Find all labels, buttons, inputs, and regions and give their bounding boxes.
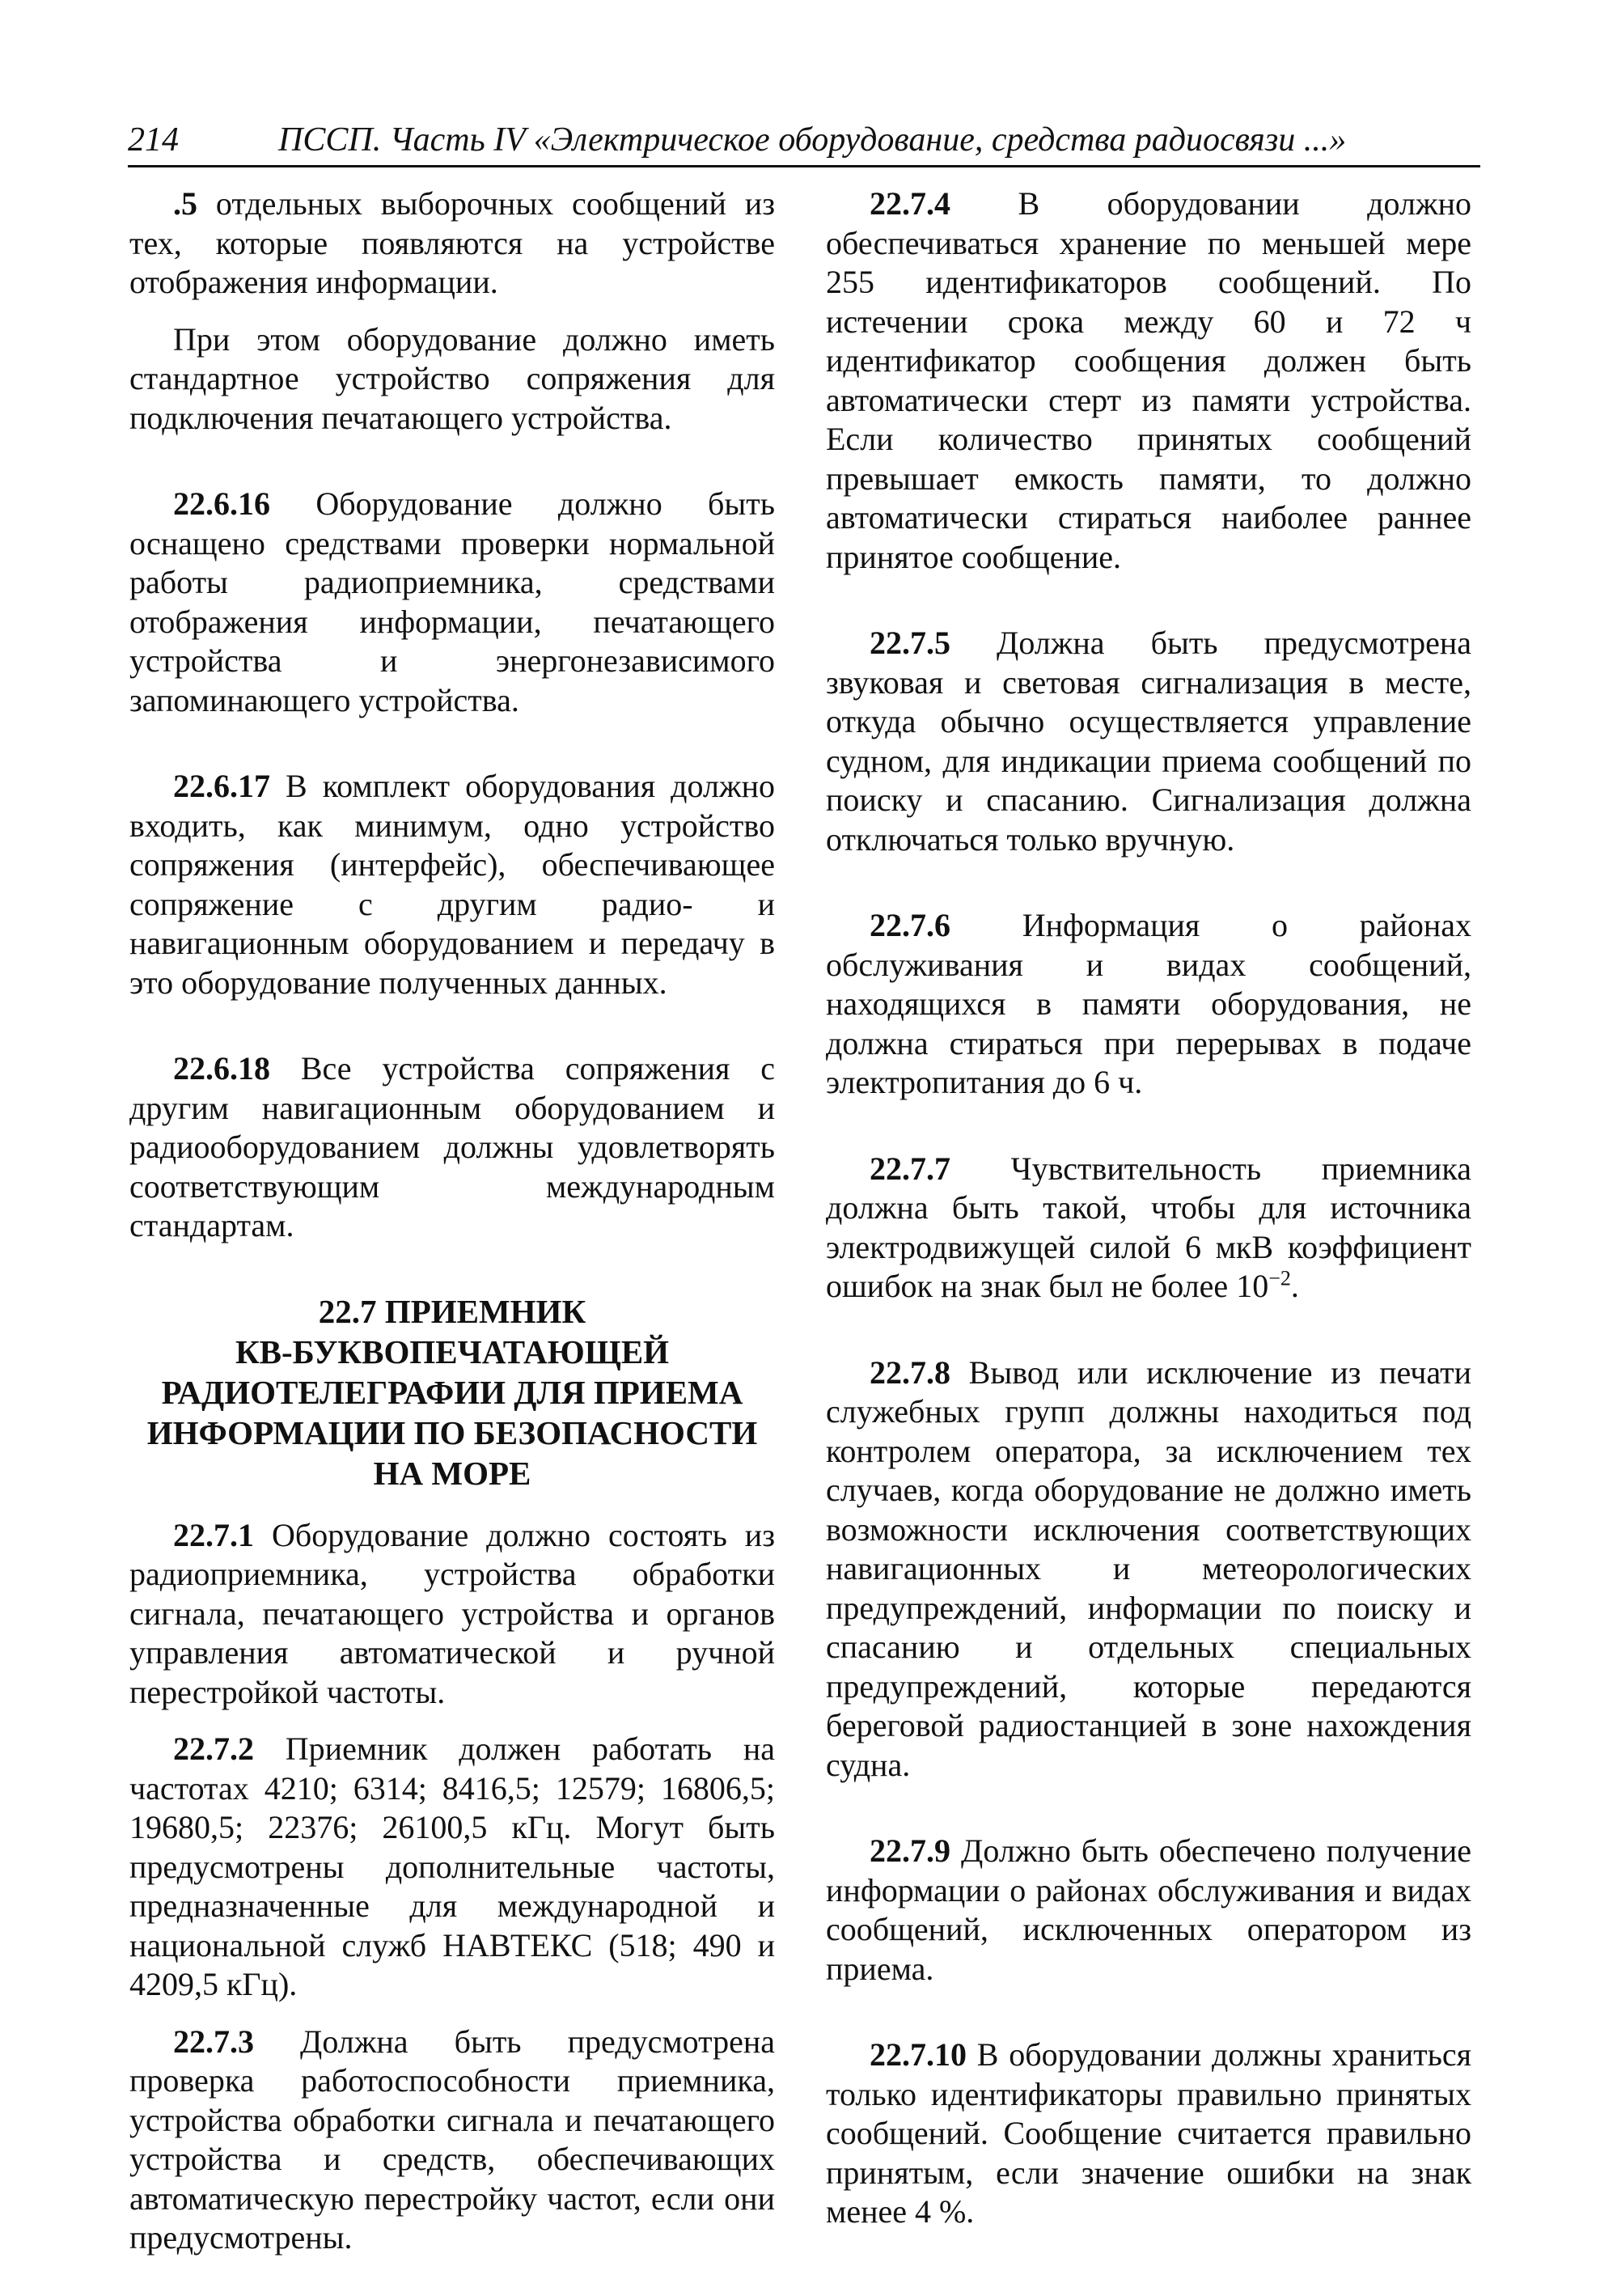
clause-text: Все устройства сопряжения с другим навигационным оборудованием и радиооборудованием должны удовлетворять соответствующим международным стандартам. — [129, 1050, 775, 1243]
clause-22-6-16 — [129, 485, 775, 720]
section-heading-line: 22.7 ПРИЕМНИК — [318, 1292, 586, 1330]
clause-number: 22.6.18 — [173, 1050, 270, 1087]
page-number: 214 — [128, 121, 179, 159]
clause-22-7-8 — [826, 1353, 1471, 1786]
item-5 — [129, 184, 775, 303]
clause-text: Приемник должен работать на частотах 4210; 6314; 8416,5; 12579; 16806,5; 19680,5; 22376; 26100,5 кГц. Могут быть предусмотрены дополнительные частоты, предназначенные для международной и национальной служб НАВТЕКС (518; 490 и 4209,5 кГц). — [129, 1730, 775, 2002]
clause-22-7-2 — [129, 1730, 775, 2005]
clause-number: 22.7.3 — [173, 2023, 254, 2060]
clause-text: Чувствительность приемника должна быть такой, чтобы для источника электродвижущей силой 6 мкВ коэффициент ошибок на знак был не более 10 — [826, 1150, 1471, 1304]
section-heading-22-7 — [129, 1291, 775, 1493]
clause-number: .5 — [173, 185, 197, 222]
clause-text: В оборудовании должно обеспечиваться хранение по меньшей мере 255 идентификаторов сообщений. По истечении срока между 60 и 72 ч идентификатор сообщения должен быть автоматически стерт из памяти устройства. Если количество принятых сообщений превышает емкость памяти, то должно автоматически стираться наиболее раннее принятое сообщение. — [826, 185, 1471, 575]
clause-22-6-17 — [129, 767, 775, 1002]
section-heading-line: НА МОРЕ — [373, 1454, 531, 1492]
clause-number: 22.7.8 — [870, 1353, 950, 1391]
clause-text: В комплект оборудования должно входить, как минимум, одно устройство сопряжения (интерфейс), обеспечивающее сопряжение с другим радио- и навигационным оборудованием и передачу в это оборудование полученных данных. — [129, 768, 775, 1001]
clause-22-7-6 — [826, 906, 1471, 1103]
clause-text: В оборудовании должны храниться только идентификаторы правильно принятых сообщений. Сообщение считается правильно принятым, если значение ошибки на знак менее 4 %. — [826, 2036, 1471, 2230]
clause-number: 22.7.5 — [870, 625, 950, 661]
clause-22-7-5 — [826, 624, 1471, 859]
section-heading-line: РАДИОТЕЛЕГРАФИИ ДЛЯ ПРИЕМА — [161, 1373, 743, 1411]
left-column — [129, 184, 775, 2276]
clause-text-end: . — [1290, 1268, 1299, 1304]
clause-number: 22.7.6 — [870, 907, 950, 943]
clause-number: 22.7.4 — [870, 185, 950, 222]
clause-22-7-1 — [129, 1516, 775, 1713]
clause-text: Вывод или исключение из печати служебных групп должны находиться под контролем оператора, за исключением тех случаев, когда оборудование не должно иметь возможности исключения соответствующих навигационных и метеорологических предупреждений, информации по поиску и спасанию и отдельных специальных предупреждений, которые передаются береговой радиостанцией в зоне нахождения судна. — [826, 1353, 1471, 1783]
clause-number: 22.7.2 — [173, 1730, 254, 1767]
clause-number: 22.7.1 — [173, 1516, 254, 1553]
section-heading-line: ИНФОРМАЦИИ ПО БЕЗОПАСНОСТИ — [146, 1413, 758, 1451]
clause-text: Информация о районах обслуживания и видах сообщений, находящихся в памяти оборудования, не должна стираться при перерывах в подаче электропитания до 6 ч. — [826, 907, 1471, 1100]
clause-number: 22.7.9 — [870, 1832, 950, 1869]
clause-text: Должна быть предусмотрена проверка работоспособности приемника, устройства обработки сигнала и печатающего устройства и средств, обеспечивающих автоматическую перестройку частот, если они предусмотрены. — [129, 2023, 775, 2256]
clause-22-7-4 — [826, 184, 1471, 577]
right-column — [826, 184, 1471, 2250]
clause-text: Оборудование должно быть оснащено средствами проверки нормальной работы радиоприемника, средствами отображения информации, печатающего устройства и энергонезависимого запоминающего устройства. — [129, 485, 775, 718]
clause-text: Оборудование должно состоять из радиоприемника, устройства обработки сигнала, печатающего устройства и органов управления автоматической и ручной перестройкой частоты. — [129, 1516, 775, 1710]
printer-interface-note: При этом оборудование должно иметь стандартное устройство сопряжения для подключения печатающего устройства. — [129, 320, 775, 436]
clause-number: 22.7.10 — [870, 2036, 967, 2073]
clause-number: 22.7.7 — [870, 1150, 950, 1187]
clause-text: Должно быть обеспечено получение информации о районах обслуживания и видах сообщений, исключенных оператором из приема. — [826, 1832, 1471, 1987]
exponent: −2 — [1268, 1266, 1291, 1290]
page-header — [128, 115, 1480, 167]
clause-22-7-9 — [826, 1832, 1471, 1989]
clause-text: отдельных выборочных сообщений из тех, которые появляются на устройстве отображения информации. — [129, 185, 775, 300]
section-heading-line: КВ-БУКВОПЕЧАТАЮЩЕЙ — [235, 1332, 670, 1370]
clause-22-7-3 — [129, 2023, 775, 2258]
clause-text: Должна быть предусмотрена звуковая и световая сигнализация в месте, откуда обычно осуществляется управление судном, для индикации приема сообщений по поиску и спасанию. Сигнализация должна отключаться только вручную. — [826, 625, 1471, 858]
clause-22-7-10 — [826, 2035, 1471, 2232]
clause-number: 22.6.16 — [173, 485, 270, 522]
running-title: ПССП. Часть IV «Электрическое оборудование, средства радиосвязи ...» — [278, 121, 1347, 159]
clause-22-7-7 — [826, 1150, 1471, 1307]
clause-number: 22.6.17 — [173, 768, 270, 804]
clause-22-6-18 — [129, 1049, 775, 1246]
